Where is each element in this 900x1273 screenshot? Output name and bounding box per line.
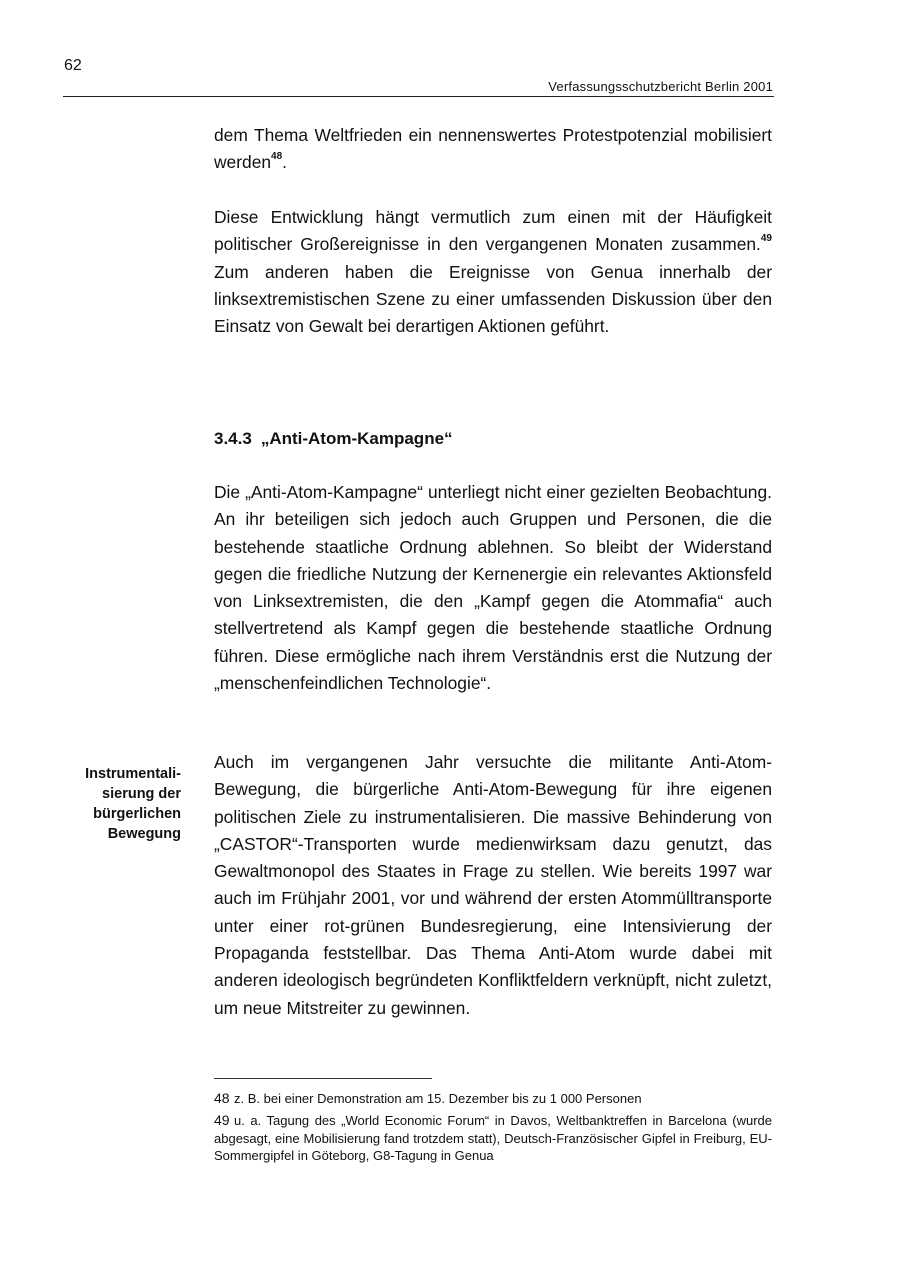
section-title: „Anti-Atom-Kampagne“ — [260, 429, 453, 448]
paragraph-1 — [214, 122, 772, 177]
footnote-mark: 48 — [214, 1090, 230, 1106]
header-rule — [63, 96, 774, 97]
footnote-mark: 49 — [214, 1112, 230, 1128]
margin-note-line: bürgerlichen — [93, 806, 181, 822]
paragraph-1-text: dem Thema Weltfrieden ein nennenswertes Protestpotenzial mobilisiert werden — [214, 125, 772, 173]
footnote-ref-49: 49 — [760, 233, 772, 245]
section-number: 3.4.3 — [214, 429, 252, 448]
paragraph-1-end: . — [282, 152, 288, 173]
section-heading — [214, 426, 453, 452]
paragraph-4: Auch im vergangenen Jahr versuchte die militante Anti-Atom-Bewegung, die bürgerliche Anti-Atom-Bewegung für ihre eigenen politischen Ziele zu instrumentalisieren. Die massive Behinderung von „CASTOR“-Transporten wurde medienwirksam dazu genutzt, das Gewaltmonopol des Staates in Frage zu stellen. Wie bereits 1997 war auch im Frühjahr 2001, vor und während der ersten Atommülltransporte unter einer rot-grünen Bundesregierung, eine Intensivierung der Propaganda feststellbar. Das Thema Anti-Atom wurde dabei mit anderen ideologisch begründeten Konfliktfeldern verknüpft, nicht zuletzt, um neue Mitstreiter zu gewinnen. — [214, 752, 772, 1018]
paragraph-2 — [214, 204, 772, 340]
paragraph-2-text-before: Diese Entwicklung hängt vermutlich zum einen mit der Häufigkeit politischer Großereignisse in den vergangenen Monaten zusammen. — [214, 207, 772, 255]
margin-note-line: Instrumentali- — [85, 766, 181, 782]
footnote-ref-48: 48 — [271, 151, 283, 163]
footnote-text: u. a. Tagung des „World Economic Forum“ in Davos, Weltbanktreffen in Barcelona (wurde abgesagt, eine Mobilisierung fand trotzdem statt), Deutsch-Französischer Gipfel in Freiburg, EU-Sommergipfel in Göteborg, G8-Tagung in Genua — [214, 1113, 772, 1164]
margin-note-line: sierung der — [102, 786, 181, 802]
paragraph-2-text-after: Zum anderen haben die Ereignisse von Genua innerhalb der linksextremistischen Szene zu einer umfassenden Diskussion über den Einsatz von Gewalt bei derartigen Aktionen geführt. — [214, 261, 772, 337]
page-number: 62 — [64, 57, 82, 74]
footnote-48 — [214, 1090, 772, 1108]
paragraph-3: Die „Anti-Atom-Kampagne“ unterliegt nicht einer gezielten Beobachtung. An ihr beteiligen sich jedoch auch Gruppen und Personen, die die bestehende staatliche Ordnung ablehnen. So bleibt der Widerstand gegen die friedliche Nutzung der Kernenergie ein relevantes Aktionsfeld von Linksextremisten, die den „Kampf gegen die Atommafia“ auch stellvertretend als Kampf gegen die bestehende staatliche Ordnung führen. Diese ermögliche nach ihrem Verständnis erst die Nutzung der „menschenfeindlichen Technologie“. — [214, 482, 772, 694]
margin-note — [64, 764, 181, 844]
footnote-text: z. B. bei einer Demonstration am 15. Dezember bis zu 1 000 Personen — [234, 1091, 642, 1106]
footnote-rule — [214, 1078, 432, 1079]
margin-note-line: Bewegung — [107, 826, 181, 842]
running-header: Verfassungsschutzbericht Berlin 2001 — [548, 79, 773, 94]
footnote-49 — [214, 1112, 772, 1165]
